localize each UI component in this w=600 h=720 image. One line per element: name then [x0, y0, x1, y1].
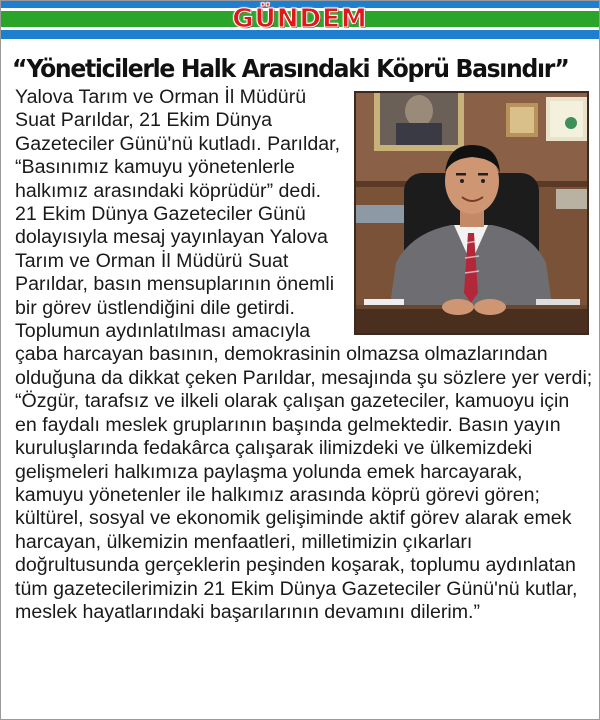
- portrait-photo: [354, 91, 589, 335]
- article-text: Yalova Tarım ve Orman İl Müdürü Suat Parıldar, 21 Ekim Dünya Gazeteciler Günü'nü kutladı. Parıldar, “Basınımız kamuyu yönetenlerle halkımız arasındaki köprüdür” dedi. 21 Ekim Dünya Gazeteciler Günü dolayısıyla mesaj yayınlayan Yalova Tarım ve Orman İl Müdürü Suat Parıldar, basın mensuplarının önemli bir görev üstlendiğini dile getirdi. Toplumun aydınlatılması amacıyla çaba harcayan basının, demokrasinin olmazsa olmazlarından olduğuna da dikkat çeken Parıldar, mesajında şu sözlere yer verdi; “Özgür, tarafsız ve ilkeli olarak çalışan gazeteciler, kamuoyu için en faydalı meslek gruplarının başında gelmektedir. Basın yayın kuruluşlarında fedakârca çalışarak ilimizdeki ve ülkemizdeki gelişmeleri halkımıza paylaşma yolunda emek harcayarak, kamuyu yönetenler ile halkımız arasında köprü görevi gören; kültürel, sosyal ve ekonomik gelişiminde aktif görev alarak emek harcayan, ülkemizin menfaatleri, milletimizin çıkarları doğrultusunda gerçeklerin peşinden koşarak, toplumu aydınlatan tüm gazetecilerimizin 21 Ekim Dünya Gazeteciler Günü'nü kutlar, meslek hayatlarındaki başarılarının devamını dilerim.”: [15, 86, 593, 623]
- portrait-illustration: [356, 93, 587, 333]
- section-banner: [1, 1, 599, 39]
- section-label: GÜNDEM: [232, 4, 368, 34]
- article-body: [15, 86, 593, 624]
- article-headline: “Yöneticilerle Halk Arasındaki Köprü Basındır”: [12, 54, 569, 83]
